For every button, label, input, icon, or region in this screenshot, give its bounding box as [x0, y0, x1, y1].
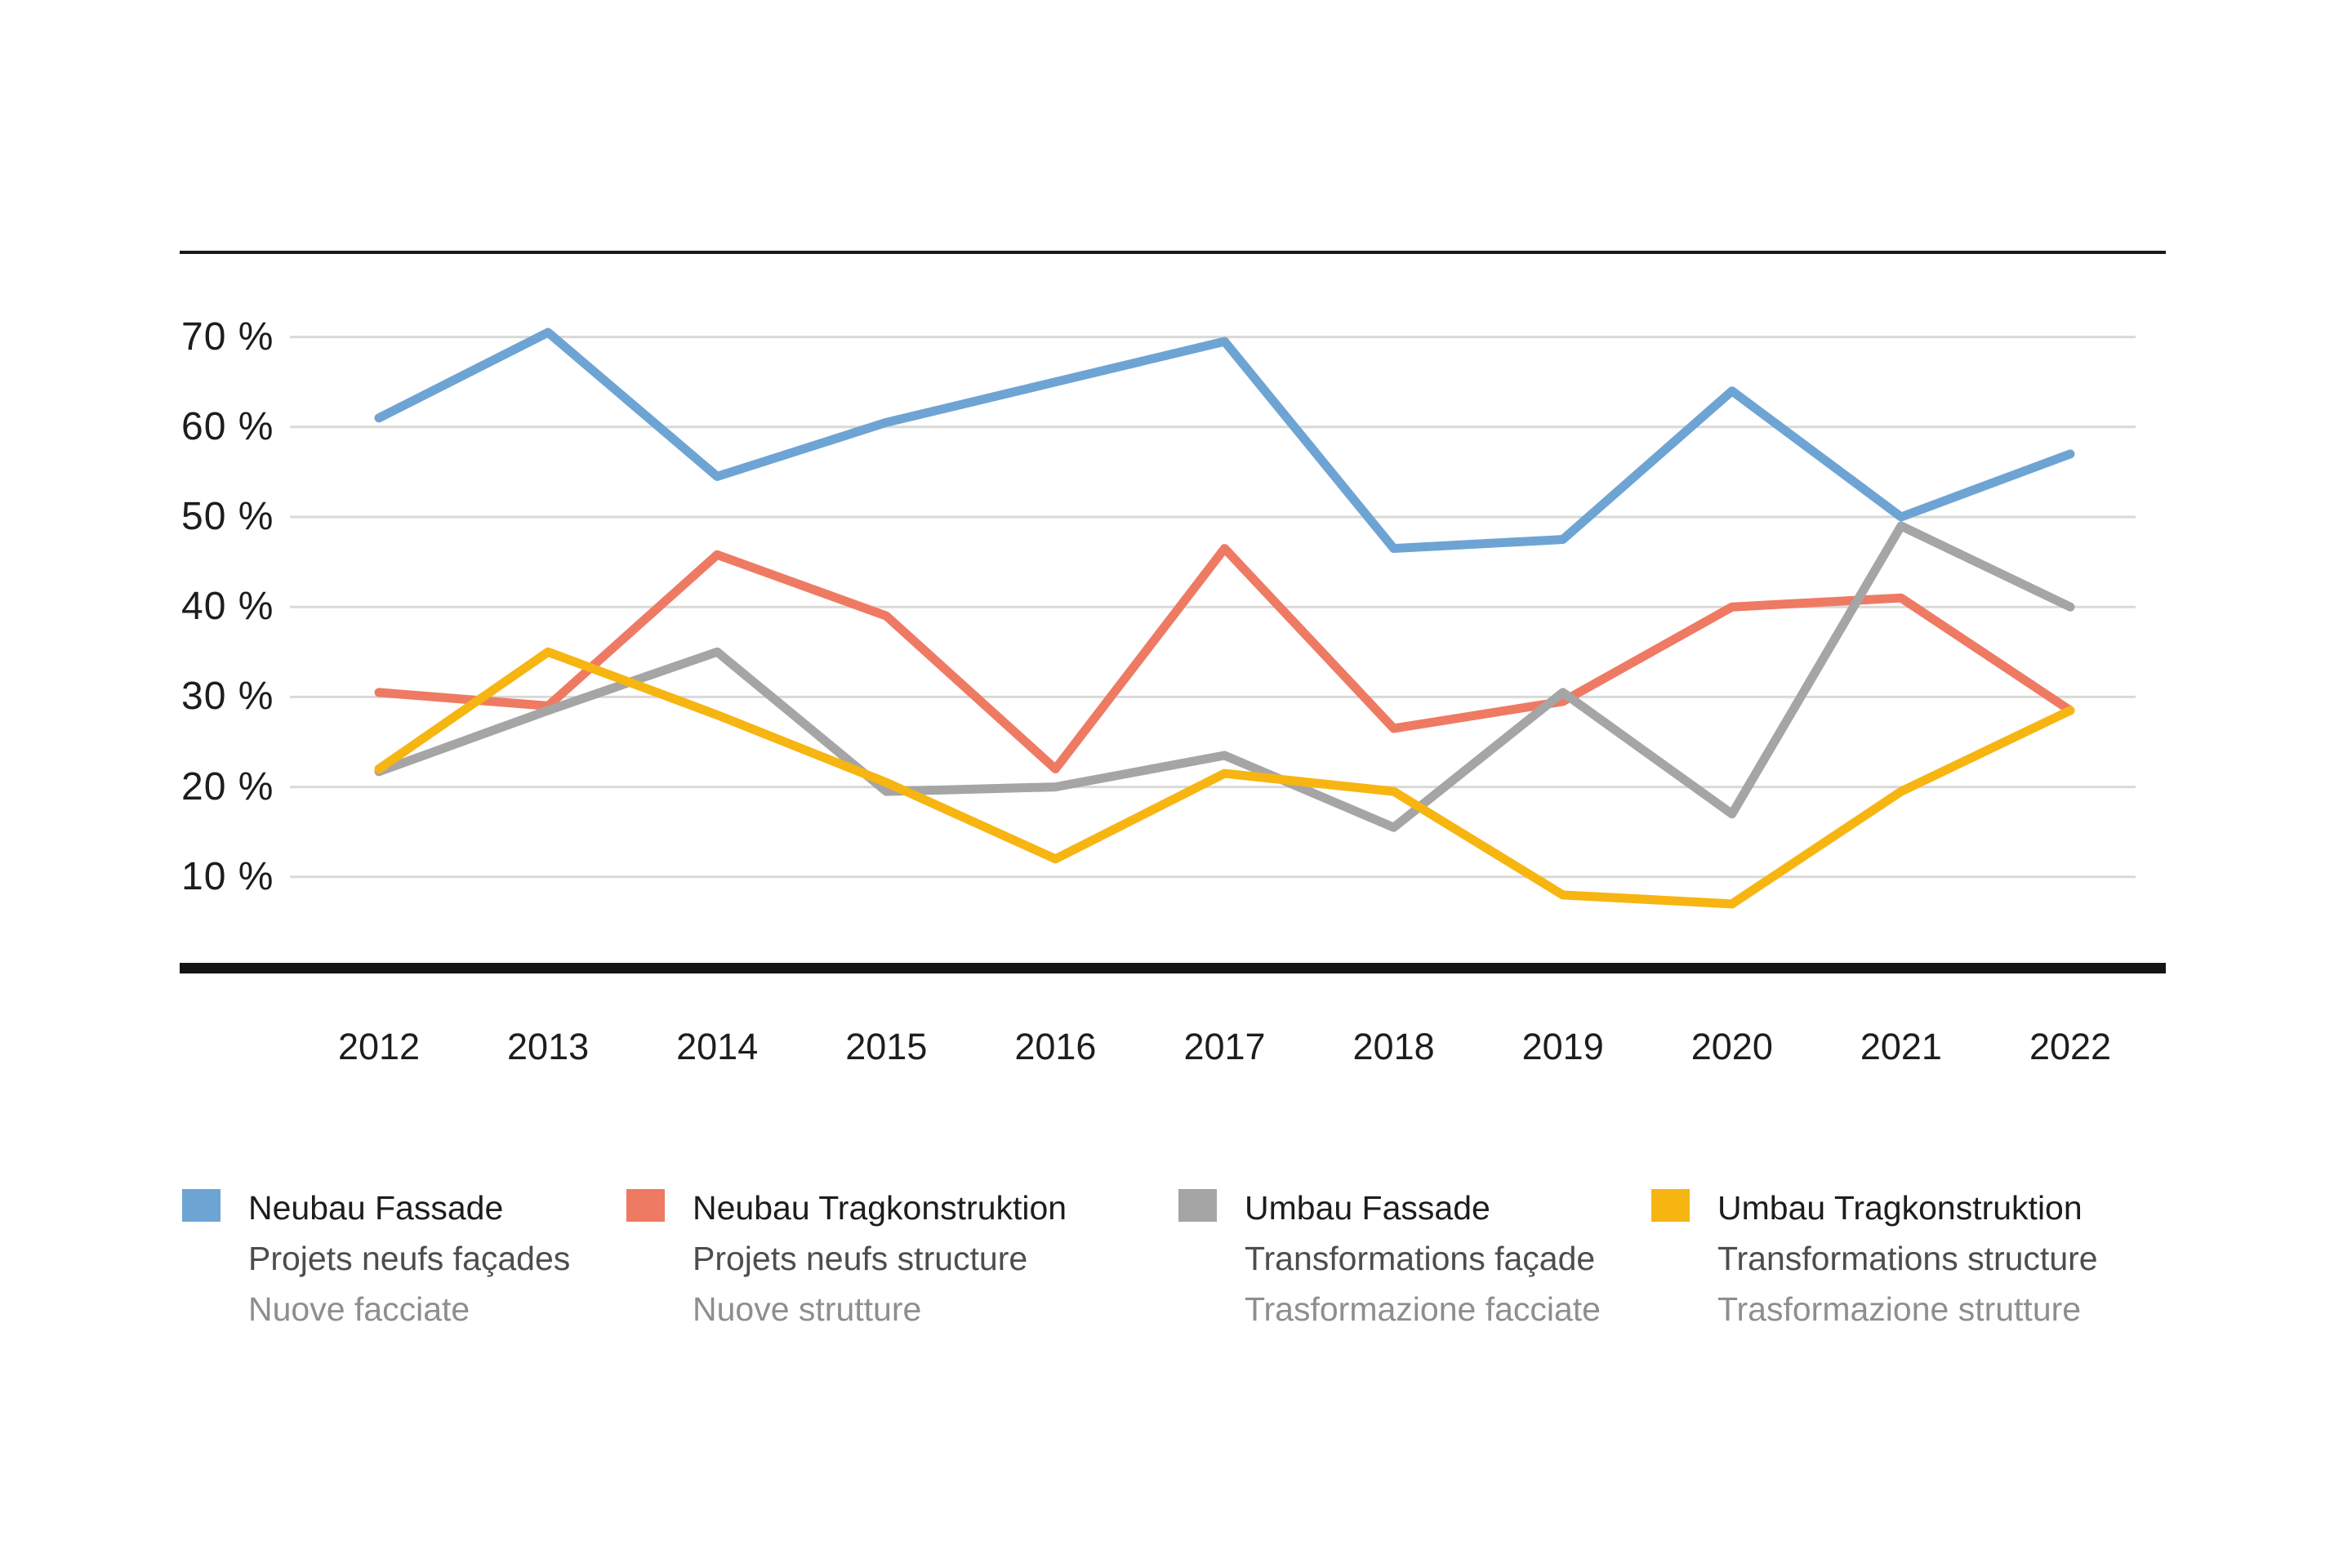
legend-label-fr: Projets neufs structure: [693, 1240, 1028, 1277]
legend-label-fr: Transformations façade: [1245, 1240, 1596, 1277]
legend-label-it: Trasformazione facciate: [1245, 1290, 1601, 1328]
x-tick-label: 2015: [845, 1026, 928, 1067]
y-tick-label: 40 %: [181, 585, 274, 629]
x-tick-label: 2016: [1014, 1026, 1097, 1067]
legend-item-umbau-fassade: [1178, 1183, 1601, 1334]
legend-label-it: Trasformazione strutture: [1717, 1290, 2082, 1328]
y-tick-label: 30 %: [181, 675, 274, 719]
legend-swatch-umbau-fassade: [1178, 1189, 1217, 1222]
x-tick-label: 2018: [1352, 1026, 1435, 1067]
x-tick-label: 2014: [676, 1026, 759, 1067]
legend-label-it: Nuove strutture: [693, 1290, 922, 1328]
legend-item-umbau-tragkonstruktion: [1651, 1183, 2098, 1334]
y-tick-label: 20 %: [181, 764, 274, 808]
legend-label-de: Neubau Fassade: [248, 1189, 504, 1227]
x-tick-label: 2017: [1183, 1026, 1266, 1067]
y-tick-label: 60 %: [181, 404, 274, 448]
legend-swatch-neubau-fassade: [182, 1189, 220, 1222]
legend-label-de: Umbau Fassade: [1245, 1189, 1490, 1227]
x-tick-label: 2021: [1860, 1026, 1942, 1067]
legend-label-de: Umbau Tragkonstruktion: [1717, 1189, 2082, 1227]
x-tick-label: 2012: [337, 1026, 421, 1067]
x-tick-label: 2022: [2029, 1026, 2112, 1067]
x-tick-label: 2020: [1690, 1026, 1773, 1067]
y-tick-label: 70 %: [181, 314, 274, 359]
chart-legend: [0, 1183, 2352, 1362]
legend-item-neubau-fassade: [182, 1183, 570, 1334]
legend-item-neubau-tragkonstruktion: [626, 1183, 1067, 1334]
legend-label-de: Neubau Tragkonstruktion: [693, 1189, 1067, 1227]
series-line-umbau-tragkonstruktion: [379, 652, 2070, 904]
legend-swatch-neubau-tragkonstruktion: [626, 1189, 665, 1222]
series-line-neubau-tragkonstruktion: [379, 549, 2070, 769]
x-tick-label: 2019: [1521, 1026, 1604, 1067]
x-tick-label: 2013: [507, 1026, 590, 1067]
legend-swatch-umbau-tragkonstruktion: [1651, 1189, 1690, 1222]
y-tick-label: 50 %: [181, 495, 274, 538]
y-tick-label: 10 %: [181, 854, 274, 898]
legend-label-fr: Projets neufs façades: [248, 1240, 571, 1277]
legend-label-fr: Transformations structure: [1717, 1240, 2098, 1277]
legend-label-it: Nuove facciate: [248, 1290, 470, 1328]
series-line-umbau-fassade: [379, 526, 2070, 827]
